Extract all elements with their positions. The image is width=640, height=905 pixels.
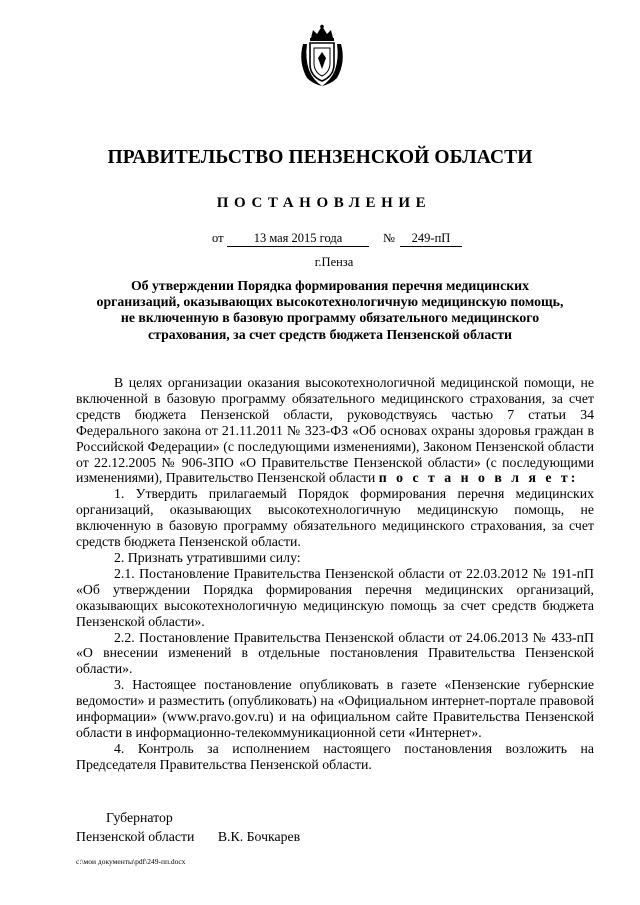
signer-position-line2: Пензенской области: [76, 829, 195, 844]
item-paragraph: 4. Контроль за исполнением настоящего постановления возложить на Председателя Правительства Пензенской области.: [76, 740, 594, 772]
item-paragraph: 1. Утвердить прилагаемый Порядок формирования перечня медицинских организаций, оказывающих высокотехнологичную медицинскую помощь, не включенную в базовую программу обязательного медицинского страхования, за счет средств бюджета Пензенской области.: [76, 486, 594, 550]
preamble-text: В целях организации оказания высокотехнологичной медицинской помощи, не включенной в базовую программу обязательного медицинского страхования, за счет средств бюджета Пензенской области, руководствуясь частью 7 статьи 34 Федерального закона от 21.11.2011 № 323-ФЗ «Об основах охраны здоровья граждан в Российской Федерации» (с последующими изменениями), Законом Пензенской области от 22.12.2005 № 906-ЗПО «О Правительстве Пензенской области» (с последующими изменениями), Правительство Пензенской области: [76, 375, 594, 486]
file-path-footer: c:\мои документы\pdf\249-пп.docx: [76, 857, 186, 866]
number-prefix: №: [383, 231, 395, 245]
decree-type-heading: ПОСТАНОВЛЕНИЕ: [216, 195, 432, 211]
city-label: г.Пенза: [314, 255, 354, 269]
decree-date: 13 мая 2015 года: [227, 231, 369, 247]
coat-of-arms-emblem-icon: [297, 24, 347, 88]
signer-position-line1: Губернатор: [106, 810, 173, 825]
item-paragraph: 3. Настоящее постановление опубликовать в газете «Пензенские губернские ведомости» и разместить (опубликовать) на «Официальном интернет-портале правовой информации» (www.pravo.gov.ru) и на официальном сайте Правительства Пензенской области в информационно-телекоммуникационной сети «Интернет».: [76, 677, 594, 740]
preamble-paragraph: [76, 375, 594, 486]
item-paragraph: 2.1. Постановление Правительства Пензенской области от 22.03.2012 № 191-пП «Об утверждении Порядка формирования перечня медицинских организаций, оказывающих высокотехнологичную медицинскую помощь за счет средств бюджета Пензенской области».: [76, 565, 594, 629]
signer-name: В.К. Бочкарев: [217, 829, 301, 844]
government-title: ПРАВИТЕЛЬСТВО ПЕНЗЕНСКОЙ ОБЛАСТИ: [107, 147, 533, 168]
decree-number: 249-пП: [400, 231, 462, 247]
item-paragraph: 2. Признать утратившими силу:: [114, 549, 301, 565]
item-paragraph: 2.2. Постановление Правительства Пензенской области от 24.06.2013 № 433-пП «О внесении изменений в отдельные постановления Правительства Пензенской области».: [76, 629, 594, 677]
document-body: [76, 375, 594, 773]
signature-block: [76, 808, 300, 846]
date-prefix: от: [212, 231, 224, 245]
document-heading: Об утверждении Порядка формирования перечня медицинских организаций, оказывающих высокотехнологичную медицинскую помощь, не включенную в базовую программу обязательного медицинского страхования, за счет средств бюджета Пензенской области: [96, 278, 564, 342]
resolves-word: п о с т а н о в л я е т:: [378, 470, 579, 486]
